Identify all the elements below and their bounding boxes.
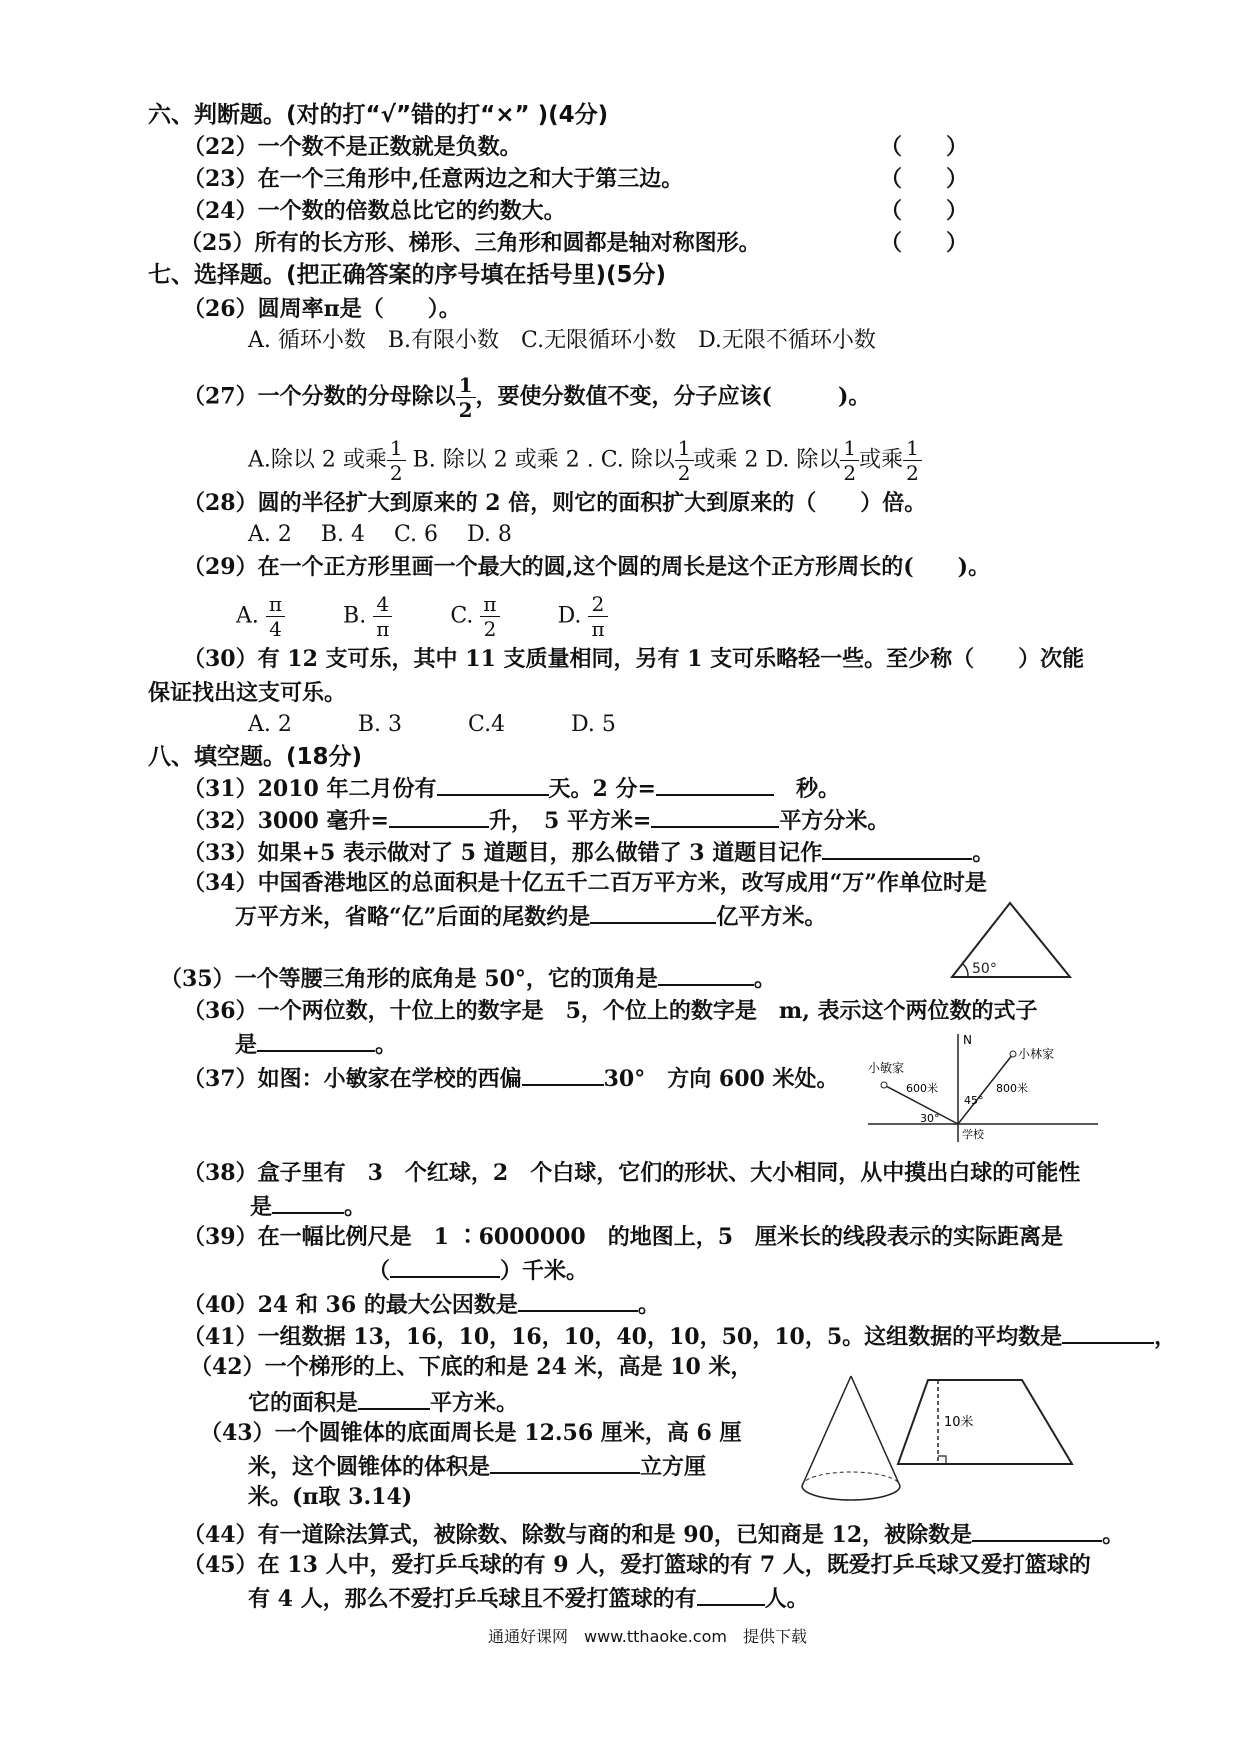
section-6-title: 六、判断题。(对的打“√”错的打“×” )(4分) [148,102,609,128]
q41-text-a: （41）一组数据 13，16，10，16，10，40，10，50，10，5。这组数据的平均数是 [183,1324,1063,1350]
q32-text-c: 平方分米。 [779,808,890,834]
q27-option-c-tail: 或乘 2 [693,447,759,473]
q41-text-b: ， [1154,1324,1177,1350]
question-29-options [236,592,608,641]
fraction-pi-over-2 [480,592,499,641]
frac-num: π [266,592,285,617]
question-35 [160,962,776,994]
angle-30-label: 30° [920,1112,940,1125]
question-36-line2 [235,1028,397,1060]
answer-blank[interactable] [389,804,489,828]
frac-num: π [480,592,499,617]
q27-text-b: ，要使分数值不变，分子应该( )。 [475,383,871,410]
question-24: （24）一个数的倍数总比它的约数大。 [183,198,566,224]
question-27-options [248,436,922,485]
question-29: （29）在一个正方形里画一个最大的圆,这个圆的周长是这个正方形周长的( )。 [183,554,991,580]
fraction-2-over-pi [588,592,607,641]
q45-text-b: 人。 [764,1586,809,1612]
q36-text-a: 是 [235,1032,258,1058]
question-42-line2 [248,1386,518,1418]
question-42: （42）一个梯形的上、下底的和是 24 米，高是 10 米， [190,1354,753,1380]
q33-text-a: （33）如果+5 表示做对了 5 道题目，那么做错了 3 道题目记作 [183,840,823,866]
fraction-half [675,436,694,485]
q29-option-a: A. [236,603,259,629]
q31-text-a: （31）2010 年二月份有 [183,776,437,802]
answer-blank[interactable] [1062,1320,1154,1344]
q34-text-b: 亿平方米。 [716,904,827,930]
answer-blank[interactable] [358,1386,430,1410]
q40-text-b: 。 [637,1292,660,1318]
q43-text-a: 米，这个圆锥体的体积是 [248,1454,491,1480]
q39-text-b: ）千米。 [500,1258,589,1284]
frac-num: 1 [903,436,922,461]
question-31 [183,772,840,804]
frac-den: 2 [843,461,857,485]
section-7-title: 七、选择题。(把正确答案的序号填在括号里)(5分) [148,262,667,288]
question-39: （39）在一幅比例尺是 1 ∶6000000 的地图上，5 厘米长的线段表示的实际距离是 [183,1224,1064,1250]
q32-text-b: 升， 5 平方米= [488,808,652,834]
distance-600-label: 600米 [906,1082,938,1095]
q29-option-d: D. [557,603,582,629]
q29-option-b: B. [343,603,367,629]
q38-text-b: 。 [344,1194,367,1220]
answer-paren-22: （ ） [880,134,969,160]
question-34-line2 [235,900,826,932]
q43-text-b: 立方厘 [640,1454,707,1480]
q35-text-a: （35）一个等腰三角形的底角是 50°，它的顶角是 [160,966,658,992]
question-30: （30）有 12 支可乐，其中 11 支质量相同，另有 1 支可乐略轻一些。至少称（ ）次能 [183,646,1085,672]
question-38: （38）盒子里有 3 个红球，2 个白球，它们的形状、大小相同，从中摸出白球的可能性 [183,1160,1081,1186]
question-28: （28）圆的半径扩大到原来的 2 倍，则它的面积扩大到原来的（ ）倍。 [183,490,927,516]
isosceles-triangle-figure [940,895,1080,985]
answer-blank[interactable] [822,836,972,860]
question-44 [183,1518,1124,1550]
q29-option-c: C. [450,603,474,629]
q44-text-b: 。 [1102,1522,1125,1548]
q44-text-a: （44）有一道除法算式，被除数、除数与商的和是 90，已知商是 12，被除数是 [183,1522,973,1548]
answer-paren-25: （ ） [880,230,969,256]
fraction-pi-over-4 [266,592,285,641]
frac-den: π [376,617,390,641]
frac-den: 2 [389,461,403,485]
frac-den: π [591,617,605,641]
answer-blank[interactable] [651,804,779,828]
answer-blank[interactable] [390,1254,500,1278]
frac-den: 2 [677,461,691,485]
q34-text-a: 万平方米，省略“亿”后面的尾数约是 [235,904,591,930]
footer-source: 通通好课网 www.tthaoke.com 提供下载 [488,1627,807,1646]
q31-text-b: 天。2 分= [548,776,656,802]
q36-text-b: 。 [375,1032,398,1058]
frac-num: 4 [373,592,392,617]
fraction-4-over-pi [373,592,392,641]
question-22: （22）一个数不是正数就是负数。 [183,134,522,160]
q39-text-a: （ [368,1258,391,1284]
answer-blank[interactable] [522,1062,604,1086]
answer-paren-23: （ ） [880,166,969,192]
north-label: N [963,1033,972,1047]
section-8-title: 八、填空题。(18分) [148,744,363,770]
question-45-line2 [248,1582,809,1614]
question-34: （34）中国香港地区的总面积是十亿五千二百万平方米，改写成用“万”作单位时是 [183,870,987,896]
answer-blank[interactable] [437,772,549,796]
question-38-line2 [250,1190,366,1222]
answer-paren-24: （ ） [880,198,969,224]
direction-map-figure [868,1030,1098,1142]
q45-text-a: 有 4 人，那么不爱打乒乓球且不爱打篮球的有 [248,1586,697,1612]
q42-text-b: 平方米。 [430,1390,519,1416]
q32-text-a: （32）3000 毫升= [183,808,389,834]
question-39-line2 [368,1254,588,1286]
answer-blank[interactable] [490,1450,640,1474]
question-23: （23）在一个三角形中,任意两边之和大于第三边。 [183,166,684,192]
fraction-half [840,436,859,485]
question-40 [183,1288,660,1320]
question-28-options: A. 2 B. 4 C. 6 D. 8 [248,522,512,547]
frac-num: 1 [387,436,406,461]
q40-text-a: （40）24 和 36 的最大公因数是 [183,1292,518,1318]
xiaomin-home-label: 小敏家 [868,1061,905,1075]
q37-text-a: （37）如图：小敏家在学校的西偏 [183,1066,522,1092]
q27-option-d-tail: 或乘 [859,447,904,473]
frac-den: 2 [483,617,497,641]
frac-num: 1 [675,436,694,461]
frac-den: 2 [458,398,473,422]
q38-text-a: 是 [250,1194,273,1220]
xiaolin-home-label: 小林家 [1018,1047,1055,1061]
frac-num: 1 [840,436,859,461]
question-41 [183,1320,1176,1352]
q27-option-c: C. 除以 [600,447,675,473]
answer-blank[interactable] [518,1288,638,1312]
frac-den: 4 [269,617,282,641]
answer-blank[interactable] [972,1518,1102,1542]
trapezoid-figure [890,1372,1080,1472]
answer-blank[interactable] [272,1190,344,1214]
angle-45-label: 45° [964,1094,984,1107]
question-43-line3: 米。(π取 3.14) [248,1484,413,1510]
answer-blank[interactable] [656,772,774,796]
question-37 [183,1062,838,1094]
fraction-half [903,436,922,485]
question-26: （26）圆周率π是（ ）。 [183,296,461,322]
question-30-line2: 保证找出这支可乐。 [148,680,347,706]
q27-option-b: B. 除以 2 或乘 2 . [412,447,594,473]
q37-text-b: 30° 方向 600 米处。 [603,1066,839,1092]
fraction-half [456,373,476,422]
question-25: （25）所有的长方形、梯形、三角形和圆都是轴对称图形。 [180,230,761,256]
question-30-options: A. 2 B. 3 C.4 D. 5 [248,712,616,737]
question-33 [183,836,994,868]
question-43-line2 [248,1450,706,1482]
question-26-options: A. 循环小数 B.有限小数 C.无限循环小数 D.无限不循环小数 [248,328,876,353]
frac-den: 2 [906,461,919,485]
question-45: （45）在 13 人中，爱打乒乓球的有 9 人，爱打篮球的有 7 人，既爱打乒乓球又爱打篮球的 [183,1552,1091,1578]
q33-text-b: 。 [972,840,995,866]
q31-text-c: 秒。 [795,776,840,802]
question-36: （36）一个两位数，十位上的数字是 5，个位上的数字是 m, 表示这个两位数的式子 [183,998,1038,1024]
question-32 [183,804,889,836]
q27-text-a: （27）一个分数的分母除以 [183,383,456,410]
fraction-half [387,436,406,485]
triangle-angle-label: 50° [972,961,997,977]
question-27 [183,373,870,422]
q42-text-a: 它的面积是 [248,1390,359,1416]
q35-text-b: 。 [753,966,776,992]
answer-blank[interactable] [257,1028,375,1052]
frac-num: 1 [456,373,476,398]
answer-blank[interactable] [590,900,716,924]
answer-blank[interactable] [658,962,754,986]
school-label: 学校 [962,1128,984,1141]
q27-option-a: A.除以 2 或乘 [248,447,387,473]
trapezoid-height-label: 10米 [944,1415,974,1430]
question-43: （43）一个圆锥体的底面周长是 12.56 厘米，高 6 厘 [200,1420,742,1446]
q27-option-d: D. 除以 [765,447,841,473]
frac-num: 2 [588,592,607,617]
answer-blank[interactable] [697,1582,765,1606]
distance-800-label: 800米 [996,1082,1028,1095]
